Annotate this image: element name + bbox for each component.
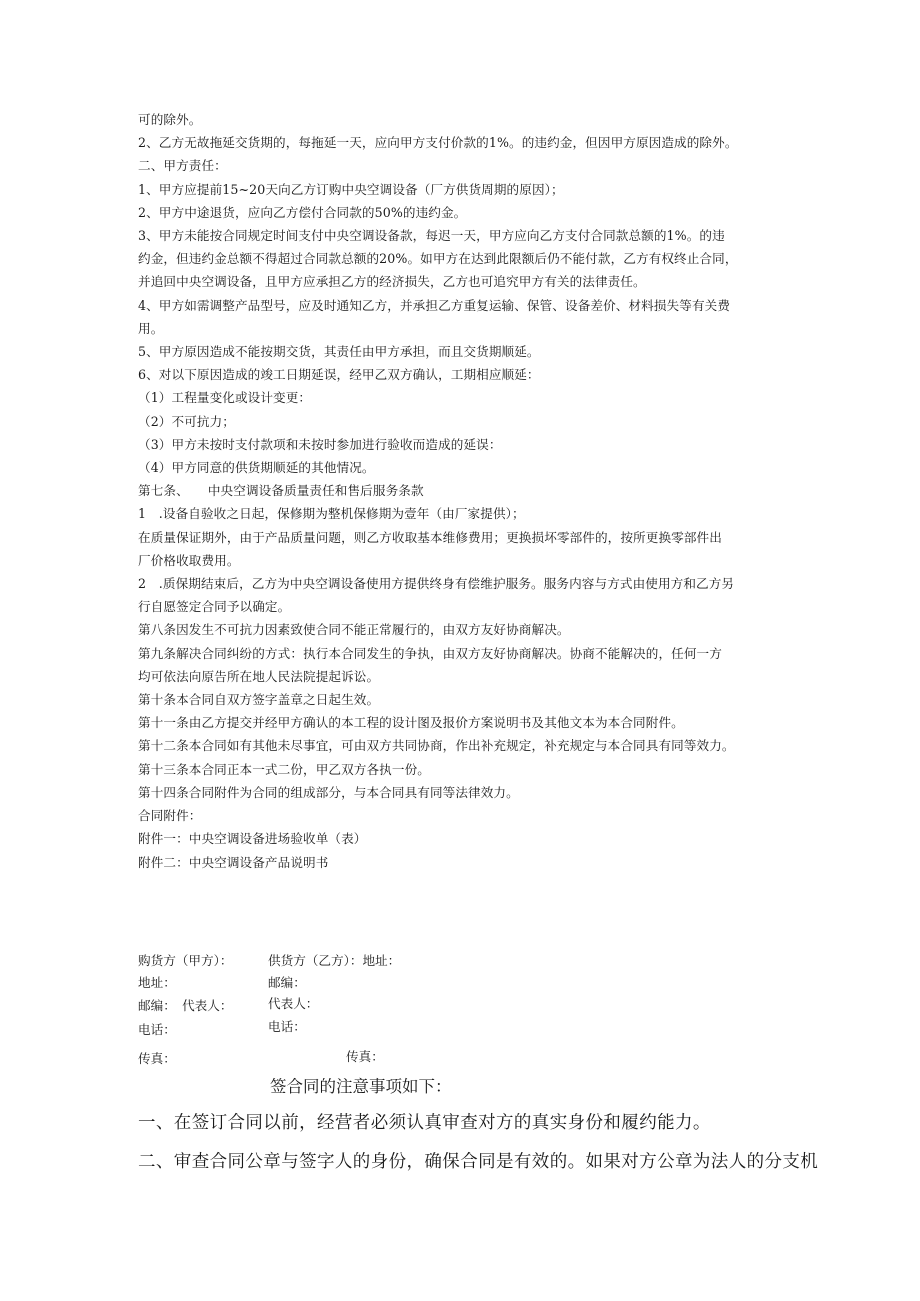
text-line: 6、对以下原因造成的竣工日期延误，经甲乙双方确认，工期相应顺延： [138,367,540,383]
list-item: （2）不可抗力； [138,413,235,429]
text-line: 2 .质保期结束后，乙方为中央空调设备使用方提供终身有偿维护服务。服务内容与方式由使用方和乙方另 [138,576,735,592]
buyer-label: 购货方（甲方）： [138,953,233,968]
buyer-postcode-rep-label: 邮编： 代表人： [138,998,233,1013]
text-line: 5、甲方原因造成不能按期交货，其责任由甲方承担，而且交货期顺延。 [138,344,540,360]
text-line: 4、甲方如需调整产品型号，应及时通知乙方，并承担乙方重复运输、保管、设备差价、材料损失等有关费 [138,297,731,313]
notes-item-2: 二、审查合同公章与签字人的身份，确保合同是有效的。如果对方公章为法人的分支机 [138,1152,819,1172]
article-line: 第十四条合同附件为合同的组成部分，与本合同具有同等法律效力。 [138,784,519,800]
text-line: 1 .设备自验收之日起，保修期为整机保修期为壹年（由厂家提供）； [138,506,525,522]
notes-item-1: 一、在签订合同以前，经营者必须认真审查对方的真实身份和履约能力。 [138,1113,711,1133]
supplier-label: 供货方（乙方）：地址： [268,953,401,968]
article-line: 第十条本合同自双方签字盖章之日起生效。 [138,692,380,708]
text-line: 1、甲方应提前15~20天向乙方订购中央空调设备（厂方供货周期的原因）； [138,181,564,197]
buyer-phone-label: 电话： [138,1022,176,1037]
supplier-postcode-label: 邮编： [268,975,306,990]
article-line: 第十二条本合同如有其他未尽事宜，可由双方共同协商，作出补充规定，补充规定与本合同具有同等效力。 [138,738,735,754]
text-line: 均可依法向原告所在地人民法院提起诉讼。 [138,668,380,684]
list-item: （3）甲方未按时支付款项和未按时参加进行验收而造成的延误： [138,436,502,452]
text-line: 行自愿签定合同予以确定。 [138,599,291,615]
buyer-address-label: 地址： [138,975,176,990]
text-line: 在质量保证期外，由于产品质量问题，则乙方收取基本维修费用；更换损坏零部件的，按所更换零部件出 [138,529,722,545]
supplier-rep-label: 代表人： [268,996,319,1011]
text-line: 可的除外。 [138,112,202,127]
article-line: 第十三条本合同正本一式二份，甲乙双方各执一份。 [138,761,430,777]
text-line: 并追回中央空调设备，且甲方应承担乙方的经济损失，乙方也可追究甲方有关的法律责任。 [138,274,646,290]
text-line: 2、乙方无故拖延交货期的，每拖延一天，应向甲方支付价款的1%。的违约金，但因甲方原因造成的除外。 [138,135,738,151]
attachment-item: 附件一：中央空调设备进场验收单（表） [138,831,367,847]
text-line: 3、甲方未能按合同规定时间支付中央空调设备款，每迟一天，甲方应向乙方支付合同款总额的1%。的违 [138,228,725,244]
text-line: 约金，但违约金总额不得超过合同款总额的20%。如甲方在达到此限额后仍不能付款，乙方有权终止合同， [138,251,738,267]
article-line: 第九条解决合同纠纷的方式：执行本合同发生的争执，由双方友好协商解决。协商不能解决的，任何一方 [138,645,722,661]
attachment-item: 附件二：中央空调设备产品说明书 [138,854,329,870]
supplier-phone-label: 电话： [268,1019,306,1034]
section-heading: 二、甲方责任： [138,158,227,174]
contract-body [138,108,798,874]
text-line: 用。 [138,320,164,336]
article-heading: 第七条、 中央空调设备质量责任和售后服务条款 [138,483,424,499]
buyer-fax-label: 传真： [138,1051,176,1066]
supplier-fax-label: 传真： [346,1049,384,1064]
list-item: （4）甲方同意的供货期顺延的其他情况。 [138,460,375,476]
attachments-heading: 合同附件： [138,808,202,824]
text-line: 厂价格收取费用。 [138,552,240,568]
notes-heading: 签合同的注意事项如下： [270,1077,452,1096]
text-line: 2、甲方中途退货，应向乙方偿付合同款的50%的违约金。 [138,204,467,220]
article-line: 第八条因发生不可抗力因素致使合同不能正常履行的，由双方友好协商解决。 [138,622,570,638]
article-line: 第十一条由乙方提交并经甲方确认的本工程的设计图及报价方案说明书及其他文本为本合同附件。 [138,715,684,731]
list-item: （1）工程量变化或设计变更： [138,390,312,406]
